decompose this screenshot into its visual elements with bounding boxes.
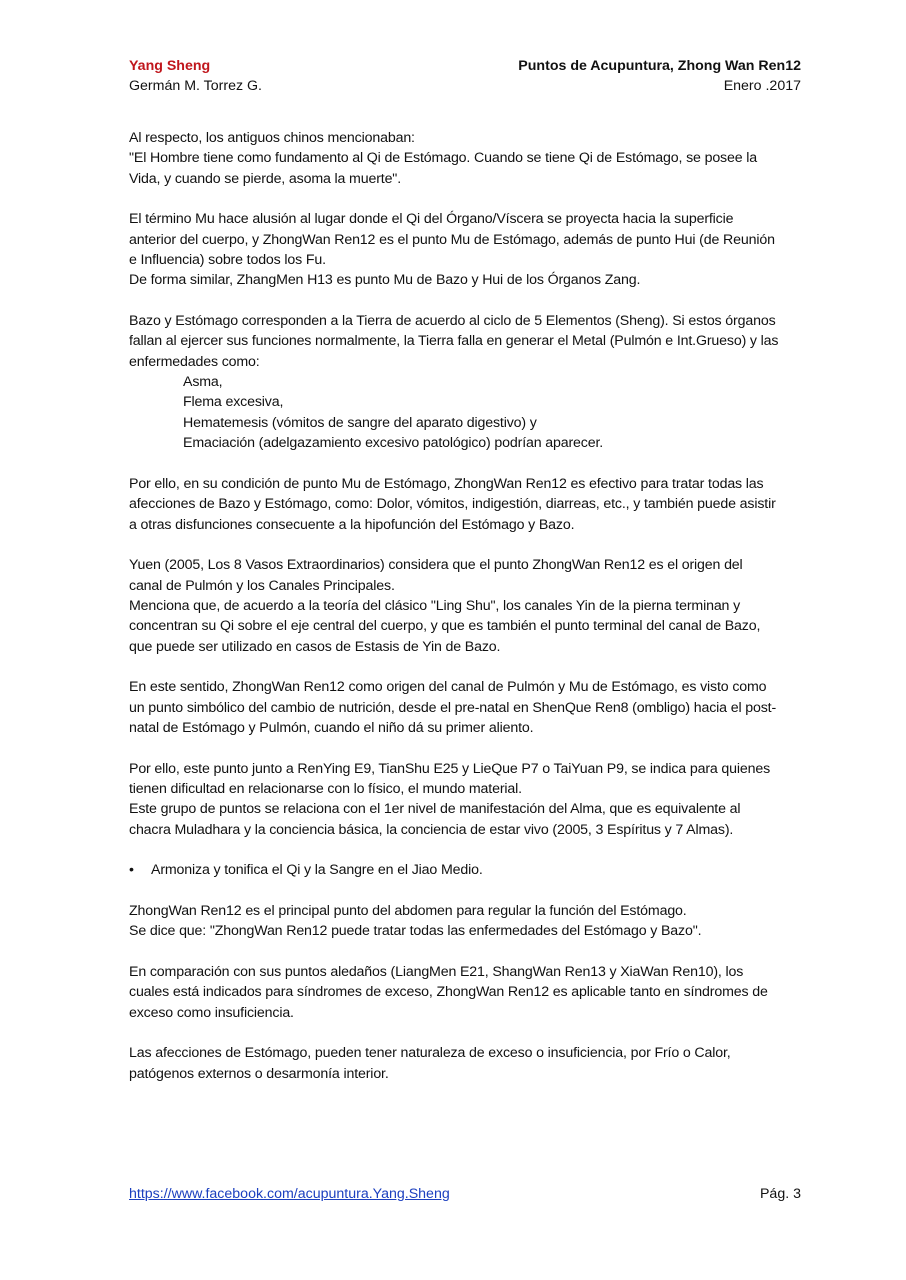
- page-number: Pág. 3: [759, 1186, 801, 1202]
- paragraph: En este sentido, ZhongWan Ren12 como origen del canal de Pulmón y Mu de Estómago, es visto como un punto simbólico del cambio de nutrición, desde el pre-natal en ShenQue Ren8 (ombligo) hacia el post-natal de Estómago y Pulmón, cuando el niño dá su primer aliento.: [129, 679, 777, 736]
- paragraph: Bazo y Estómago corresponden a la Tierra de acuerdo al ciclo de 5 Elementos (Sheng). Si estos órganos fallan al ejercer sus funciones normalmente, la Tierra falla en generar el Metal (Pulmón e Int.Grueso) y las enfermedades como:: [129, 313, 779, 370]
- list-item: Flema excesiva,: [183, 394, 284, 411]
- paragraph: Por ello, en su condición de punto Mu de Estómago, ZhongWan Ren12 es efectivo para tratar todas las afecciones de Bazo y Estómago, como: Dolor, vómitos, indigestión, diarreas, etc., y también puede asistir a otras disfunciones consecuente a la hipofunción del Estómago y Bazo.: [129, 475, 776, 533]
- text-line: El término Mu hace alusión al lugar donde el Qi del Órgano/Víscera se proyecta hacia la superficie anterior del cuerpo, y ZhongWan Ren12 es el punto Mu de Estómago, además de punto Hui (de Reunión e Influencia) sobre todos los Fu.: [129, 211, 775, 269]
- author: Germán M. Torrez G.: [129, 78, 262, 94]
- paragraph: [129, 128, 779, 189]
- page-footer: [129, 1186, 801, 1202]
- facebook-link[interactable]: https://www.facebook.com/acupuntura.Yang.Sheng: [129, 1186, 450, 1202]
- text-line: Por ello, este punto junto a RenYing E9, TianShu E25 y LieQue P7 o TaiYuan P9, se indica para quienes tienen dificultad en relacionarse con lo físico, el mundo material.: [129, 760, 771, 797]
- paragraph: [129, 759, 779, 840]
- document-title: Puntos de Acupuntura, Zhong Wan Ren12: [518, 58, 801, 74]
- bullet-icon: •: [129, 862, 134, 879]
- quote: Se dice que: "ZhongWan Ren12 puede tratar todas las enfermedades del Estómago y Bazo".: [129, 923, 702, 940]
- list-item: Asma,: [183, 374, 223, 391]
- bullet-item: [129, 860, 779, 880]
- paragraph: [129, 209, 779, 290]
- paragraph: En comparación con sus puntos aledaños (LiangMen E21, ShangWan Ren13 y XiaWan Ren10), los cuales está indicados para síndromes de exceso, ZhongWan Ren12 es aplicable tanto en síndromes de exceso como insuficiencia.: [129, 964, 768, 1021]
- paragraph: [129, 901, 779, 942]
- paragraph: Las afecciones de Estómago, pueden tener naturaleza de exceso o insuficiencia, por Frío o Calor, patógenos externos o desarmonía interior.: [129, 1045, 731, 1082]
- brand-name: Yang Sheng: [129, 58, 211, 74]
- paragraph: [129, 555, 779, 657]
- list-item: Hematemesis (vómitos de sangre del aparato digestivo) y: [183, 414, 537, 431]
- text-line: De forma similar, ZhangMen H13 es punto Mu de Bazo y Hui de los Órganos Zang.: [129, 272, 641, 289]
- text-line: Este grupo de puntos se relaciona con el 1er nivel de manifestación del Alma, que es equivalente al chacra Muladhara y la conciencia básica, la conciencia de estar vivo (2005, 3 Espíritus y 7 Almas).: [129, 801, 741, 838]
- list-item: Emaciación (adelgazamiento excesivo patológico) podrían aparecer.: [183, 435, 604, 452]
- quote: "El Hombre tiene como fundamento al Qi de Estómago. Cuando se tiene Qi de Estómago, se posee la Vida, y cuando se pierde, asoma la muerte".: [129, 150, 758, 187]
- page-header: [129, 56, 801, 96]
- text-line: Al respecto, los antiguos chinos mencionaban:: [129, 130, 415, 146]
- disease-list: [129, 372, 779, 453]
- bullet-text: Armoniza y tonifica el Qi y la Sangre en el Jiao Medio.: [151, 862, 483, 879]
- text-line: ZhongWan Ren12 es el principal punto del abdomen para regular la función del Estómago.: [129, 903, 687, 920]
- text-line: Menciona que, de acuerdo a la teoría del clásico "Ling Shu", los canales Yin de la pierna terminan y concentran su Qi sobre el eje central del cuerpo, y que es también el punto terminal del canal de Bazo, que puede ser utilizado en casos de Estasis de Yin de Bazo.: [129, 597, 761, 655]
- date: Enero .2017: [723, 78, 801, 94]
- text-line: Yuen (2005, Los 8 Vasos Extraordinarios) considera que el punto ZhongWan Ren12 es el origen del canal de Pulmón y los Canales Principales.: [129, 557, 743, 594]
- document-body: [129, 128, 779, 1105]
